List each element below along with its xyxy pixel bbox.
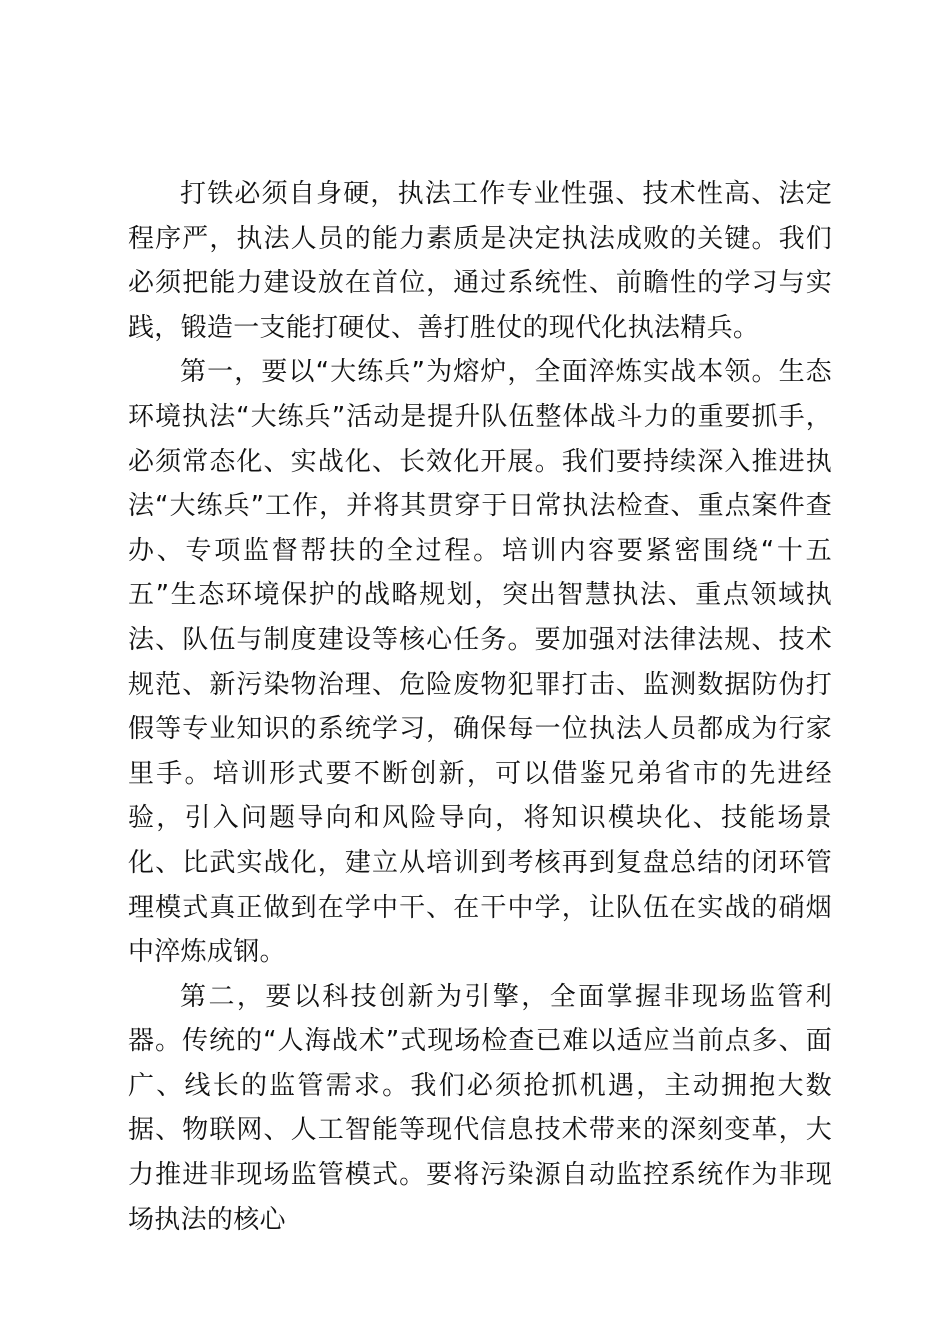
paragraph-point-two: 第二，要以科技创新为引擎，全面掌握非现场监管利器。传统的“人海战术”式现场检查已难以适应当前点多、面广、线长的监管需求。我们必须抢抓机遇，主动拥抱大数据、物联网、人工智能等现代信息技术带来的深刻变革，大力推进非现场监管模式。要将污染源自动监控系统作为非现场执法的核心	[128, 981, 832, 1235]
paragraph-intro: 打铁必须自身硬，执法工作专业性强、技术性高、法定程序严，执法人员的能力素质是决定执法成败的关键。我们必须把能力建设放在首位，通过系统性、前瞻性的学习与实践，锻造一支能打硬仗、善打胜仗的现代化执法精兵。	[128, 179, 832, 343]
document-body	[128, 172, 832, 1242]
paragraph-point-one: 第一，要以“大练兵”为熔炉，全面淬炼实战本领。生态环境执法“大练兵”活动是提升队伍整体战斗力的重要抓手，必须常态化、实战化、长效化开展。我们要持续深入推进执法“大练兵”工作，并将其贯穿于日常执法检查、重点案件查办、专项监督帮扶的全过程。培训内容要紧密围绕“十五五”生态环境保护的战略规划，突出智慧执法、重点领域执法、队伍与制度建设等核心任务。要加强对法律法规、技术规范、新污染物治理、危险废物犯罪打击、监测数据防伪打假等专业知识的系统学习，确保每一位执法人员都成为行家里手。培训形式要不断创新，可以借鉴兄弟省市的先进经验，引入问题导向和风险导向，将知识模块化、技能场景化、比武实战化，建立从培训到考核再到复盘总结的闭环管理模式真正做到在学中干、在干中学，让队伍在实战的硝烟中淬炼成钢。	[128, 357, 832, 968]
